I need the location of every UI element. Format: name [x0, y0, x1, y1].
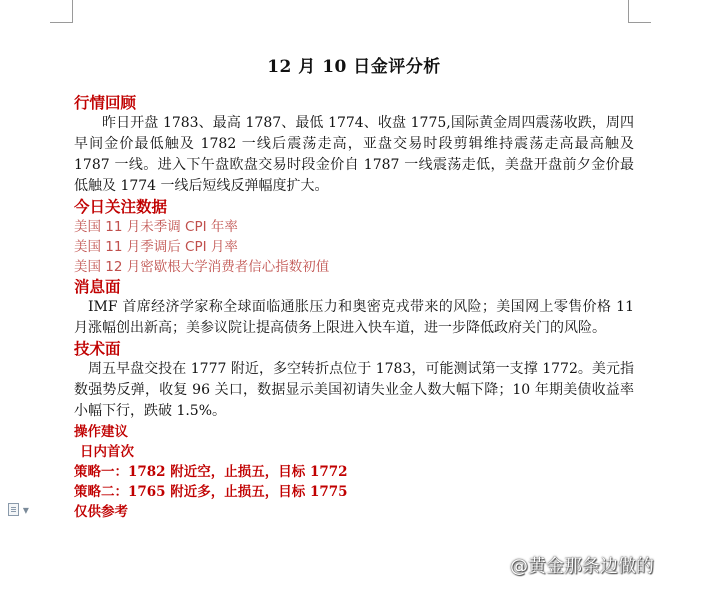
dropdown-caret-icon: ▾ [22, 503, 29, 517]
document-glyph-icon [8, 503, 19, 516]
document-body [74, 50, 634, 522]
page-corner-mark-top-left [50, 0, 73, 23]
heading-today-data: 今日关注数据 [74, 197, 168, 216]
data-item: 美国 11 月未季调 CPI 年率 [74, 219, 238, 235]
watermark: @黄金那条边做的 [510, 556, 654, 577]
news-text: IMF 首席经济学家称全球面临通胀压力和奥密克戎带来的风险；美国网上零售价格 11 月涨幅创出新高；美参议院让提高债务上限进入快车道，进一步降低政府关门的风险。 [74, 299, 634, 336]
heading-news: 消息面 [74, 277, 121, 296]
heading-market-review: 行情回顾 [74, 93, 137, 112]
page-title: 12 月 10 日金评分析 [267, 57, 441, 77]
data-item: 美国 12 月密歇根大学消费者信心指数初值 [74, 259, 330, 275]
market-review-text: 昨日开盘 1783、最高 1787、最低 1774、收盘 1775,国际黄金周四震荡收跌，周四早间金价最低触及 1782 一线后震荡走高，亚盘交易时段剪辑维持震荡走高最高触及 1787 一线。进入下午盘欧盘交易时段金价自 1787 一线震荡走低，美盘开盘前夕金价最低触及 1774 一线后短线反弹幅度扩大。 [74, 115, 634, 194]
heading-advice: 操作建议 [74, 424, 128, 440]
strategy-line: 策略一：1782 附近空，止损五，目标 1772 [74, 464, 348, 480]
document-icon[interactable] [8, 503, 34, 517]
technical-text: 周五早盘交投在 1777 附近，多空转折点位于 1783，可能测试第一支撑 1772。美元指数强势反弹，收复 96 关口，数据显示美国初请失业金人数大幅下降；10 年期美债收益率小幅下行，跌破 1.5%。 [74, 361, 634, 419]
page-corner-mark-top-right [628, 0, 651, 23]
advice-subheading: 日内首次 [80, 444, 134, 460]
data-item: 美国 11 月季调后 CPI 月率 [74, 239, 238, 255]
strategy-line: 策略二：1765 附近多，止损五，目标 1775 [74, 484, 348, 500]
advice-note: 仅供参考 [74, 504, 128, 520]
heading-technical: 技术面 [74, 339, 121, 358]
